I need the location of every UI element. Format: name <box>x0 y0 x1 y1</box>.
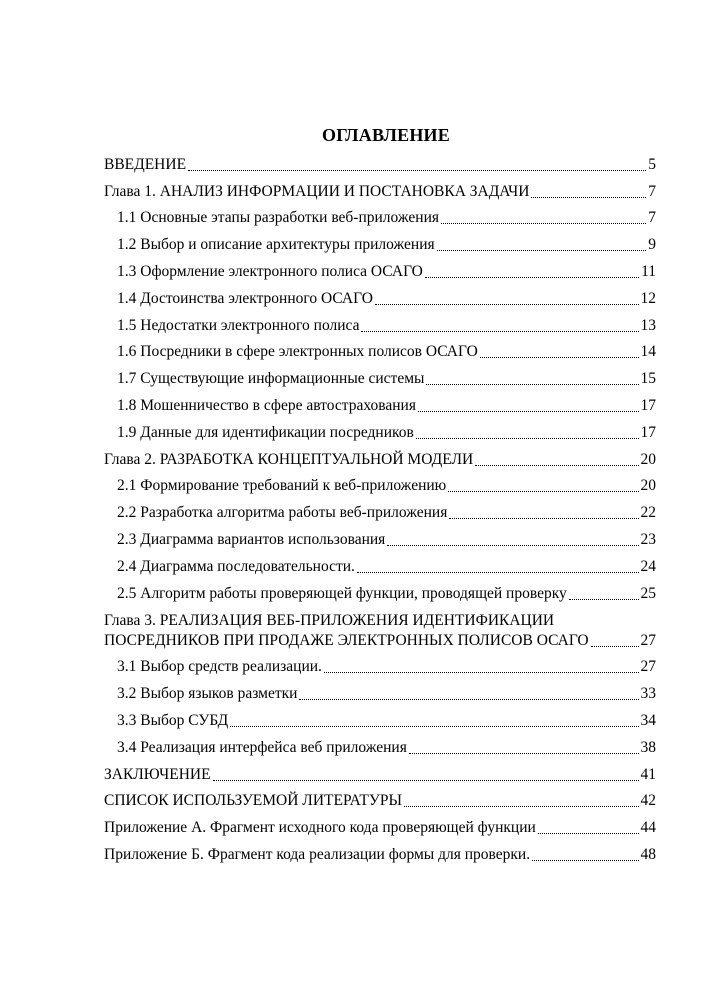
dot-leader <box>449 512 638 519</box>
table-of-contents <box>104 148 656 865</box>
toc-entry-page-number: 44 <box>640 819 656 837</box>
dot-leader <box>538 827 639 834</box>
toc-entry[interactable] <box>104 309 656 336</box>
toc-entry-page-number: 15 <box>640 370 656 388</box>
dot-leader <box>437 244 647 251</box>
toc-entry-label: Глава 1. АНАЛИЗ ИНФОРМАЦИИ И ПОСТАНОВКА ЗАДАЧИ <box>104 182 530 200</box>
dot-leader <box>475 459 638 466</box>
toc-entry-page-number: 41 <box>640 765 656 783</box>
toc-entry-page-number: 5 <box>648 155 656 173</box>
toc-entry[interactable] <box>104 651 656 678</box>
toc-entry-page-number: 17 <box>640 423 656 441</box>
dot-leader <box>299 693 638 700</box>
toc-entry[interactable] <box>104 677 656 704</box>
toc-entry-page-number: 27 <box>640 658 656 676</box>
dot-leader <box>213 774 639 781</box>
toc-entry-label: 3.1 Выбор средств реализации. <box>117 658 322 676</box>
dot-leader <box>425 271 639 278</box>
toc-entry-page-number: 12 <box>640 289 656 307</box>
toc-entry-label: 1.5 Недостатки электронного полиса <box>117 316 360 334</box>
toc-entry-label: 3.2 Выбор языков разметки <box>117 685 298 703</box>
toc-entry[interactable] <box>104 838 656 865</box>
dot-leader <box>426 378 638 385</box>
dot-leader <box>418 405 639 412</box>
dot-leader <box>324 666 639 673</box>
toc-entry-label: 1.6 Посредники в сфере электронных полисов ОСАГО <box>117 343 478 361</box>
toc-entry-page-number: 33 <box>640 685 656 703</box>
dot-leader <box>357 566 639 573</box>
dot-leader <box>416 432 639 439</box>
toc-entry[interactable] <box>104 416 656 443</box>
toc-entry[interactable] <box>104 175 656 202</box>
toc-entry-page-number: 14 <box>640 343 656 361</box>
toc-entry[interactable] <box>104 443 656 470</box>
toc-entry-label: Приложение А. Фрагмент исходного кода проверяющей функции <box>104 819 536 837</box>
toc-entry-page-number: 9 <box>648 236 656 254</box>
dot-leader <box>532 854 638 861</box>
dot-leader <box>188 164 646 171</box>
toc-entry[interactable] <box>104 604 656 651</box>
toc-entry-page-number: 27 <box>640 631 656 649</box>
toc-entry[interactable] <box>104 282 656 309</box>
toc-entry-label: 1.2 Выбор и описание архитектуры приложения <box>117 236 435 254</box>
toc-entry[interactable] <box>104 785 656 812</box>
toc-entry-label: 2.3 Диаграмма вариантов использования <box>117 530 386 548</box>
toc-entry[interactable] <box>104 758 656 785</box>
toc-entry[interactable] <box>104 550 656 577</box>
toc-entry-label: 1.8 Мошенничество в сфере автострахования <box>117 396 416 414</box>
dot-leader <box>480 351 639 358</box>
toc-entry-label: 1.4 Достоинства электронного ОСАГО <box>117 289 373 307</box>
toc-entry-label: 2.1 Формирование требований к веб-приложению <box>117 477 447 495</box>
toc-entry-page-number: 25 <box>640 584 656 602</box>
toc-entry[interactable] <box>104 148 656 175</box>
toc-entry[interactable] <box>104 228 656 255</box>
dot-leader <box>361 325 638 332</box>
toc-entry[interactable] <box>104 704 656 731</box>
toc-entry-page-number: 17 <box>640 396 656 414</box>
toc-entry-label-line2: ПОСРЕДНИКОВ ПРИ ПРОДАЖЕ ЭЛЕКТРОННЫХ ПОЛИСОВ ОСАГО <box>104 631 589 649</box>
toc-entry-page-number: 20 <box>640 477 656 495</box>
toc-entry-label: Глава 2. РАЗРАБОТКА КОНЦЕПТУАЛЬНОЙ МОДЕЛИ <box>104 450 474 468</box>
toc-entry[interactable] <box>104 255 656 282</box>
dot-leader <box>230 720 638 727</box>
toc-entry-page-number: 48 <box>640 845 656 863</box>
toc-entry-label: СПИСОК ИСПОЛЬЗУЕМОЙ ЛИТЕРАТУРЫ <box>104 792 402 810</box>
toc-entry-label: 1.7 Существующие информационные системы <box>117 370 425 388</box>
dot-leader <box>591 640 639 647</box>
toc-entry-label: 2.5 Алгоритм работы проверяющей функции, проводящей проверку <box>117 584 567 602</box>
dot-leader <box>387 539 638 546</box>
toc-entry-label: 1.9 Данные для идентификации посредников <box>117 423 414 441</box>
toc-entry-label: 1.3 Оформление электронного полиса ОСАГО <box>117 262 423 280</box>
toc-entry[interactable] <box>104 731 656 758</box>
toc-entry-label: Приложение Б. Фрагмент кода реализации формы для проверки. <box>104 845 531 863</box>
toc-entry-label: 2.2 Разработка алгоритма работы веб-приложения <box>117 504 448 522</box>
toc-entry-label: 1.1 Основные этапы разработки веб-приложения <box>117 209 440 227</box>
dot-leader <box>375 298 639 305</box>
dot-leader <box>569 593 639 600</box>
toc-entry-label: 2.4 Диаграмма последовательности. <box>117 557 355 575</box>
toc-entry[interactable] <box>104 362 656 389</box>
toc-entry[interactable] <box>104 336 656 363</box>
toc-entry[interactable] <box>104 470 656 497</box>
page-title: ОГЛАВЛЕНИЕ <box>322 125 450 145</box>
toc-entry-page-number: 13 <box>640 316 656 334</box>
toc-entry-label: 3.4 Реализация интерфейса веб приложения <box>117 738 407 756</box>
dot-leader <box>404 800 639 807</box>
toc-entry[interactable] <box>104 523 656 550</box>
toc-entry[interactable] <box>104 202 656 229</box>
toc-entry-label: ЗАКЛЮЧЕНИЕ <box>104 765 211 783</box>
toc-entry-page-number: 7 <box>648 209 656 227</box>
toc-entry-label-line1: Глава 3. РЕАЛИЗАЦИЯ ВЕБ-ПРИЛОЖЕНИЯ ИДЕНТИФИКАЦИИ <box>104 611 656 631</box>
toc-entry-page-number: 11 <box>641 262 656 280</box>
dot-leader <box>531 191 646 198</box>
toc-entry-label: ВВЕДЕНИЕ <box>104 155 187 173</box>
toc-entry-label: 3.3 Выбор СУБД <box>117 711 229 729</box>
toc-entry-page-number: 22 <box>640 504 656 522</box>
toc-entry-page-number: 24 <box>640 557 656 575</box>
toc-entry-page-number: 23 <box>640 530 656 548</box>
dot-leader <box>441 217 646 224</box>
dot-leader <box>448 485 638 492</box>
toc-entry[interactable] <box>104 389 656 416</box>
toc-entry[interactable] <box>104 577 656 604</box>
toc-entry-page-number: 7 <box>648 182 656 200</box>
toc-entry[interactable] <box>104 496 656 523</box>
toc-entry-page-number: 20 <box>640 450 656 468</box>
toc-entry-page-number: 38 <box>640 738 656 756</box>
toc-entry-page-number: 42 <box>640 792 656 810</box>
toc-entry[interactable] <box>104 811 656 838</box>
toc-entry-page-number: 34 <box>640 711 656 729</box>
dot-leader <box>409 747 639 754</box>
